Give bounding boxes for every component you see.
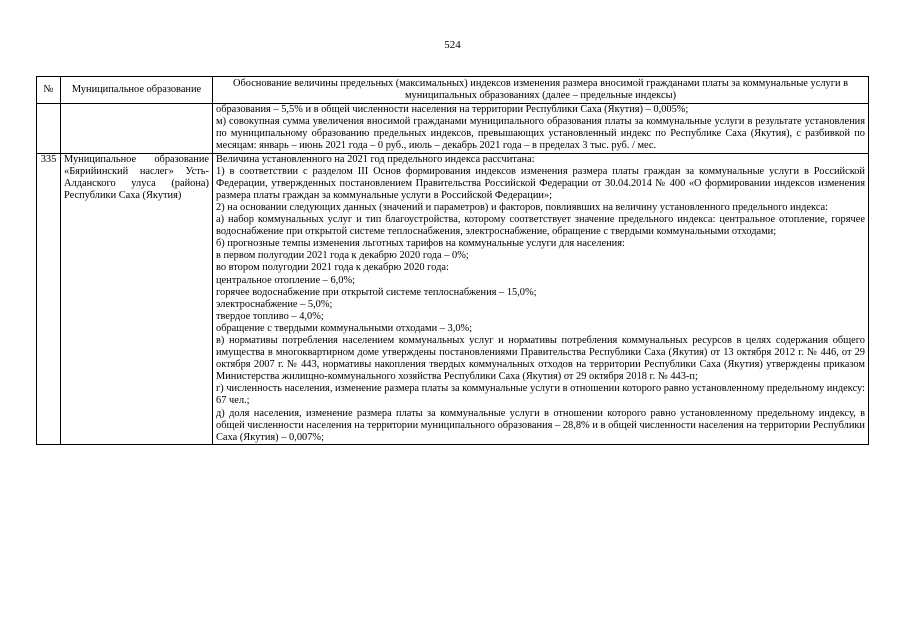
paragraph: во втором полугодии 2021 года к декабрю 2020 года: [216,262,449,274]
paragraph: м) совокупная сумма увеличения вносимой гражданами муниципального образования платы за коммунальные услуги в результате установления по муниципальному образованию предельных индексов, превышающих установленный индекс по Республике Саха (Якутия), с разбивкой по месяцам: январь – июнь 2021 года – 0 руб., июль – декабрь 2021 года – в пределах 3 тыс. руб. / мес. [216,116,865,152]
paragraph: 1) в соответствии с разделом III Основ формирования индексов изменения размера платы граждан за коммунальные услуги в Российской Федерации, утвержденных постановлением Правительства Российской Федерации от 30.04.2014 № 400 «О формировании индексов изменения размера платы граждан за коммунальные услуги в Российской Федерации»; [216,165,865,201]
row-municipality: Муниципальное образование «Бярийинский наслег» Усть-Алданского улуса (района) Республики Саха (Якутия) [61,153,213,444]
row-number: 335 [37,153,61,444]
paragraph: б) прогнозные темпы изменения льготных тарифов на коммунальные услуги для населения: [216,238,625,250]
continuation-municipality-cell [61,104,213,153]
header-justification: Обоснование величины предельных (максимальных) индексов изменения размера вносимой гражданами платы за коммунальные услуги в муниципальных образованиях (далее – предельные индексы) [213,77,869,104]
paragraph: обращение с твердыми коммунальными отходами – 3,0%; [216,322,473,334]
paragraph: центральное отопление – 6,0%; [216,274,355,286]
paragraph: г) численность населения, изменение размера платы за коммунальные услуги в отношении которого равно установленному предельному индексу: 67 чел.; [216,383,865,407]
paragraph: электроснабжение – 5,0%; [216,298,333,310]
paragraph: твердое топливо – 4,0%; [216,310,324,322]
continuation-content-cell [213,104,869,153]
row-content-cell [213,153,869,444]
table-row [37,153,869,444]
paragraph: в) нормативы потребления населением коммунальных услуг и нормативы потребления коммунальных ресурсов в целях содержания общего имущества в многоквартирном доме утверждены постановлениями Правительства Республики Саха (Якутия) от 13 октября 2012 г. № 446, от 29 октября 2007 г. № 443, нормативы накопления твердых коммунальных отходов на территории Республики Саха (Якутия) утверждены приказом Министерства жилищно-коммунального хозяйства Республики Саха (Якутия) от 29 октября 2018 г. № 443-п; [216,334,865,383]
continuation-number-cell [37,104,61,153]
header-municipality: Муниципальное образование [61,77,213,104]
paragraph: образования – 5,5% и в общей численности населения на территории Республики Саха (Якутия) – 0,005%; [216,104,689,116]
table-header-row [37,77,869,104]
paragraph: Величина установленного на 2021 год предельного индекса рассчитана: [216,153,535,165]
page-number: 524 [444,39,461,51]
indices-table [36,76,869,445]
header-number: № [37,77,61,104]
paragraph: горячее водоснабжение при открытой системе теплоснабжения – 15,0%; [216,286,537,298]
paragraph: 2) на основании следующих данных (значений и параметров) и факторов, повлиявших на величину установленного предельного индекса: [216,201,829,213]
table-row-continuation [37,104,869,153]
paragraph: а) набор коммунальных услуг и тип благоустройства, которому соответствует значение предельного индекса: центральное отопление, горячее водоснабжение при открытой системе теплоснабжения, электроснабжение, обращение с твердыми коммунальными отходами; [216,214,865,238]
paragraph: д) доля населения, изменение размера платы за коммунальные услуги в отношении которого равно установленному предельному индексу, в общей численности населения на территории муниципального образования – 28,8% и в общей численности населения на территории Республики Саха (Якутия) – 0,007%; [216,407,865,443]
paragraph: в первом полугодии 2021 года к декабрю 2020 года – 0%; [216,250,469,262]
